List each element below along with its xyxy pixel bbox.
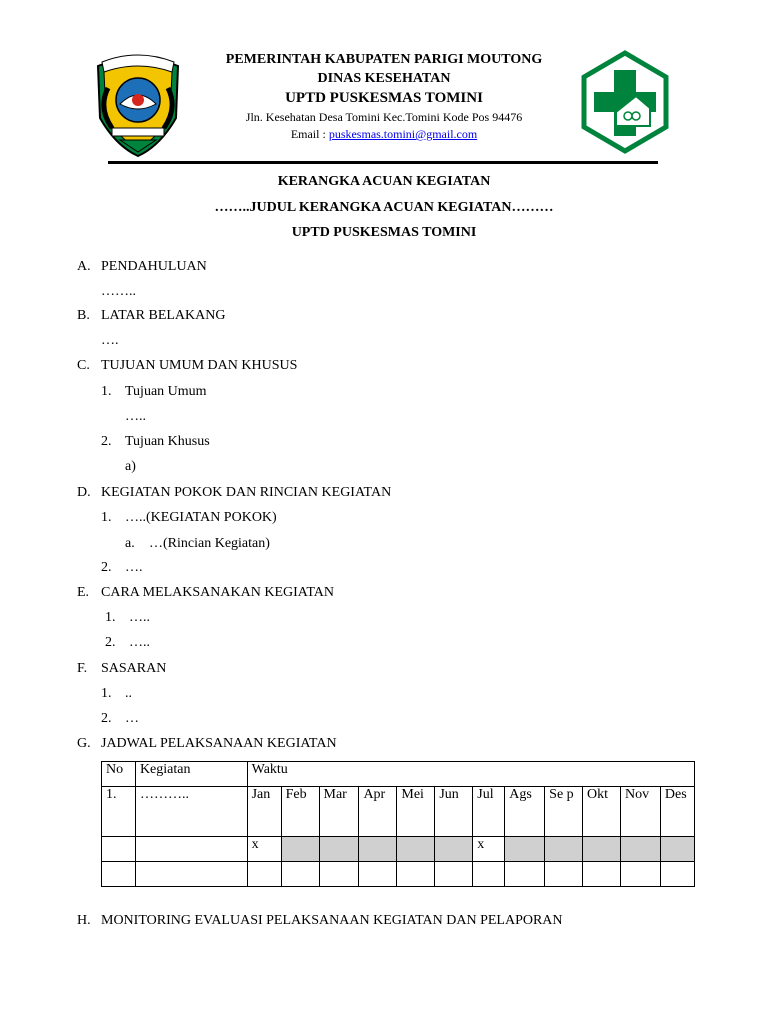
- empty-cell: [583, 862, 621, 887]
- month-des: Des: [660, 787, 694, 837]
- mark-cell-apr: [359, 837, 397, 862]
- empty-cell: [473, 862, 505, 887]
- month-mei: Mei: [397, 787, 435, 837]
- table-header-row: [102, 762, 695, 787]
- section-e-item-2: 2. …..: [105, 635, 150, 650]
- section-e-heading: E. CARA MELAKSANAKAN KEGIATAN: [77, 585, 334, 600]
- table-row: [102, 837, 695, 862]
- section-c-item-2: 2. Tujuan Khusus: [101, 434, 210, 449]
- header-address: Jln. Kesehatan Desa Tomini Kec.Tomini Kode Pos 94476: [245, 110, 523, 124]
- section-a-body: ……..: [101, 284, 136, 299]
- mark-cell-okt: [583, 837, 621, 862]
- header-agency: DINAS KESEHATAN: [317, 71, 451, 86]
- section-c-item-1: 1. Tujuan Umum: [101, 384, 207, 399]
- section-b-heading: B. LATAR BELAKANG: [77, 308, 226, 323]
- mark-cell-ags: [505, 837, 545, 862]
- empty-cell: [281, 862, 319, 887]
- empty-cell: [359, 862, 397, 887]
- section-f-heading: F. SASARAN: [77, 661, 167, 676]
- month-apr: Apr: [359, 787, 397, 837]
- empty-cell: [102, 862, 136, 887]
- header-government: PEMERINTAH KABUPATEN PARIGI MOUTONG: [225, 52, 543, 67]
- section-h-heading: H. MONITORING EVALUASI PELAKSANAAN KEGIATAN DAN PELAPORAN: [77, 913, 563, 928]
- section-d-heading: D. KEGIATAN POKOK DAN RINCIAN KEGIATAN: [77, 485, 392, 500]
- header-unit: UPTD PUSKESMAS TOMINI: [285, 90, 483, 106]
- mark-cell-sep: [545, 837, 583, 862]
- section-d-item-2: 2. ….: [101, 560, 143, 575]
- month-okt: Okt: [583, 787, 621, 837]
- month-jan: Jan: [247, 787, 281, 837]
- header-no: No: [102, 762, 136, 787]
- schedule-table: [101, 761, 695, 887]
- section-a-heading: A. PENDAHULUAN: [77, 259, 207, 274]
- doc-title: KERANGKA ACUAN KEGIATAN: [277, 174, 491, 189]
- mark-cell-des: [660, 837, 694, 862]
- empty-cell: [397, 862, 435, 887]
- header-waktu: Waktu: [247, 762, 694, 787]
- mark-cell-jul: x: [473, 837, 505, 862]
- section-f-item-2: 2. …: [101, 711, 139, 726]
- doc-unit-title: UPTD PUSKESMAS TOMINI: [291, 225, 477, 240]
- empty-cell: [505, 862, 545, 887]
- empty-cell: [319, 862, 359, 887]
- empty-cell: [620, 862, 660, 887]
- section-c-heading: C. TUJUAN UMUM DAN KHUSUS: [77, 358, 298, 373]
- section-e-item-1: 1. …..: [105, 610, 150, 625]
- table-row: [102, 787, 695, 837]
- doc-subtitle: ……..JUDUL KERANGKA ACUAN KEGIATAN………: [214, 200, 554, 215]
- month-jul: Jul: [473, 787, 505, 837]
- month-sep: Se p: [545, 787, 583, 837]
- table-row: [102, 862, 695, 887]
- month-jun: Jun: [435, 787, 473, 837]
- mark-cell-nov: [620, 837, 660, 862]
- mark-cell-mar: [319, 837, 359, 862]
- section-g-heading: G. JADWAL PELAKSANAAN KEGIATAN: [77, 736, 337, 751]
- section-b-body: ….: [101, 333, 119, 348]
- empty-cell: [545, 862, 583, 887]
- empty-cell: [247, 862, 281, 887]
- empty-cell: [135, 862, 247, 887]
- row-kegiatan: ………..: [135, 787, 247, 837]
- header-email-line: [0, 127, 768, 142]
- section-d-item-1-sub: a. …(Rincian Kegiatan): [125, 536, 270, 551]
- mark-cell-feb: [281, 837, 319, 862]
- mark-cell-jun: [435, 837, 473, 862]
- row-no: 1.: [102, 787, 136, 837]
- header-divider: [108, 161, 658, 164]
- empty-cell: [102, 837, 136, 862]
- email-label: Email :: [290, 127, 329, 141]
- month-ags: Ags: [505, 787, 545, 837]
- section-d-item-1: 1. …..(KEGIATAN POKOK): [101, 510, 277, 525]
- mark-cell-jan: x: [247, 837, 281, 862]
- section-c-item-1-body: …..: [125, 409, 146, 424]
- month-mar: Mar: [319, 787, 359, 837]
- section-f-item-1: 1. ..: [101, 686, 132, 701]
- empty-cell: [660, 862, 694, 887]
- empty-cell: [435, 862, 473, 887]
- month-nov: Nov: [620, 787, 660, 837]
- empty-cell: [135, 837, 247, 862]
- email-link[interactable]: puskesmas.tomini@gmail.com: [328, 127, 478, 141]
- section-c-item-2-body: a): [125, 459, 136, 474]
- header-kegiatan: Kegiatan: [135, 762, 247, 787]
- month-feb: Feb: [281, 787, 319, 837]
- mark-cell-mei: [397, 837, 435, 862]
